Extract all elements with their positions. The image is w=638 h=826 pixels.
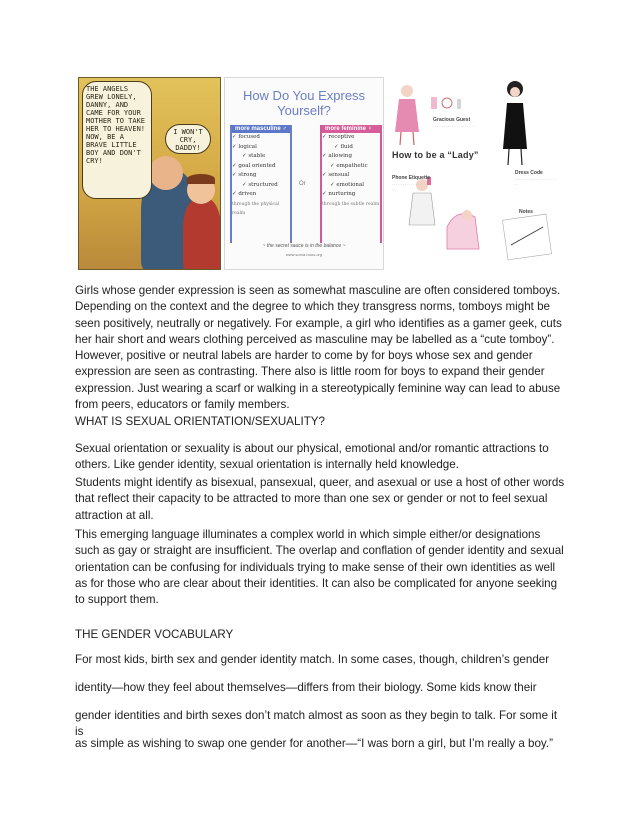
lady-headline: How to be a “Lady”: [392, 150, 479, 160]
poster-title: How Do You Express Yourself?: [242, 88, 366, 118]
notes-card: [502, 214, 551, 260]
tableware-icons: [431, 97, 461, 109]
paragraph-emerging-language: This emerging language illuminates a complex world in which simple either/or designations such as gay or straight are insufficient. The overlap and conflation of gender identity and sexual orientation can be confusing for individuals trying to make sense of their own identities as well as for those who are clear about their identities. It can also be complicated for anyone seeking to support them.: [75, 528, 564, 607]
male-symbol-icon: ♂: [282, 126, 287, 132]
masculine-realm: through the physical realm: [232, 201, 280, 216]
paragraph-boys-expression: However, positive or neutral labels are harder to come by for boys whose sex and gender expression are seen as contrasting. There also is little room for boys to expand their gender expression. Just wearing a scarf or walking in a stereotypically feminine way can lead to abuse from peers, educators or family members.: [75, 349, 561, 411]
masculine-trait: ✓ logical: [232, 143, 257, 150]
lady-figure-top-left: [395, 85, 419, 145]
feminine-trait: ✓ emotional: [330, 181, 365, 188]
feminine-column: [320, 125, 382, 243]
masculine-trait: ✓ strong: [232, 172, 257, 178]
comic-panel-image: [78, 77, 221, 270]
gender-expression-poster: [224, 77, 384, 270]
notes-heading: Notes: [519, 209, 533, 215]
paragraph-tomboys: Girls whose gender expression is seen as somewhat masculine are often considered tomboys. Depending on the context and the degree to which they transgress norms, tomboys might be seen positively, neutrally or negatively. For example, a girl who identifies as a gamer geek, cuts her hair short and wears clothing perceived as masculine may be labelled as a “cute tomboy”.: [75, 284, 562, 346]
or-label: Or: [299, 181, 306, 187]
feminine-realm: through the subtle realm: [322, 201, 380, 207]
phone-etiquette-text: · · · · · · · · · · · · · · · ·: [392, 183, 421, 192]
comic-boy-hair: [187, 174, 215, 184]
masculine-trait: ✓ goal oriented: [232, 162, 276, 169]
illustration-strip: [78, 77, 560, 270]
heading-gender-vocabulary: THE GENDER VOCABULARY: [75, 628, 234, 641]
feminine-header: more feminine ♀: [322, 125, 380, 133]
paragraph-line-1: For most kids, birth sex and gender identity match. In some cases, though, children’s gender: [75, 653, 550, 666]
lady-figure-black-dress: [503, 81, 527, 165]
gracious-guest-text: · · · · · · · · · · · · · · · · · · · ·: [433, 125, 475, 129]
poster-footer: ~ the secret sauce is in the balance ~: [262, 243, 346, 249]
poster-url: www.soma-hous.org: [285, 252, 323, 257]
how-to-be-a-lady-infographic: [387, 77, 560, 270]
gracious-guest-heading: Gracious Guest: [433, 117, 471, 123]
female-symbol-icon: ♀: [367, 126, 373, 132]
comic-speech-bubble-boy: I WON'T CRY, DADDY!: [165, 124, 211, 154]
paragraph-line-2: identity—how they feel about themselves—differs from their biology. Some kids know their: [75, 681, 537, 694]
masculine-trait: ✓ structured: [242, 181, 278, 188]
lady-figure-chair: [447, 210, 479, 249]
paragraph-line-3: gender identities and birth sexes don’t match almost as soon as they begin to talk. For some it is: [75, 709, 558, 739]
feminine-trait: ✓ receptive: [322, 134, 355, 140]
masculine-trait: ✓ stable: [242, 153, 266, 159]
feminine-trait: ✓ empathetic: [330, 162, 368, 169]
paragraph-orientation-definition: Sexual orientation or sexuality is about our physical, emotional and/or romantic attractions to others. Like gender identity, sexual orientation is internally held knowledge.: [75, 442, 549, 472]
masculine-header: more masculine ♂: [232, 125, 290, 133]
comic-boy-figure: [183, 198, 221, 270]
comic-father-head: [149, 156, 183, 190]
feminine-trait: ✓ fluid: [334, 143, 353, 150]
dress-code-heading: Dress Code: [515, 170, 543, 176]
heading-sexual-orientation: WHAT IS SEXUAL ORIENTATION/SEXUALITY?: [75, 415, 325, 428]
masculine-column: [230, 125, 292, 243]
phone-etiquette-heading: Phone Etiquette: [392, 175, 431, 181]
feminine-trait: ✓ sensual: [322, 172, 350, 178]
comic-speech-bubble-father: THE ANGELS GREW LONELY, DANNY, AND CAME FOR YOUR MOTHER TO TAKE HER TO HEAVEN! NOW, BE A BRAVE LITTLE BOY AND DON'T CRY!: [82, 81, 152, 199]
dress-code-text: · · · · · · · · · · · · · · · · · · · · · ·: [515, 178, 557, 187]
masculine-trait: ✓ driven: [232, 191, 257, 197]
paragraph-line-4: as simple as wishing to swap one gender for another—“I was born a girl, but I’m really a boy.”: [75, 737, 553, 750]
paragraph-identities: Students might identify as bisexual, pansexual, queer, and asexual or use a host of other words that reflect their capacity to be attracted to more than one sex or gender or not to feel sexual attraction at all.: [75, 476, 565, 522]
masculine-trait: ✓ focused: [232, 134, 260, 140]
feminine-trait: ✓ nurturing: [322, 191, 356, 197]
feminine-trait: ✓ allowing: [322, 153, 352, 159]
